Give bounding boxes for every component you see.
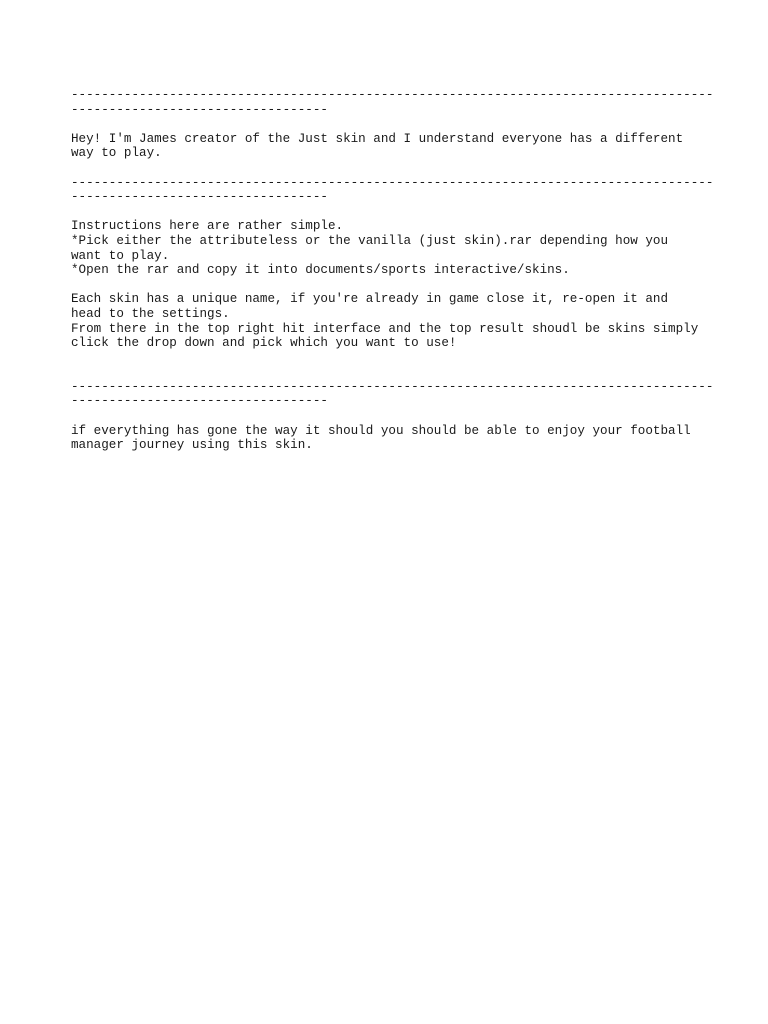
blank-line — [71, 161, 701, 176]
blank-line — [71, 409, 701, 424]
divider-line: ------------------------------------------------------------------------------------- — [71, 175, 714, 190]
divider-line: ------------------------------------------------------------------------------------- — [71, 379, 714, 394]
blank-line — [71, 365, 701, 380]
usage-text: head to the settings. — [71, 306, 230, 321]
divider-line: ---------------------------------- — [71, 394, 328, 409]
usage-text: Each skin has a unique name, if you're already in game close it, re-open it and — [71, 292, 669, 307]
instructions-heading: Instructions here are rather simple. — [71, 219, 344, 234]
instruction-step: *Open the rar and copy it into documents/sports interactive/skins. — [71, 263, 570, 278]
intro-text: way to play. — [71, 146, 162, 161]
instruction-step: want to play. — [71, 248, 170, 263]
instruction-step: *Pick either the attributeless or the vanilla (just skin).rar depending how you — [71, 233, 669, 248]
blank-line — [71, 278, 701, 293]
blank-line — [71, 351, 701, 366]
usage-text: From there in the top right hit interface and the top result shoudl be skins simply — [71, 321, 699, 336]
intro-text: Hey! I'm James creator of the Just skin and I understand everyone has a different — [71, 131, 684, 146]
blank-line — [71, 117, 701, 132]
closing-text: if everything has gone the way it should you should be able to enjoy your football — [71, 423, 691, 438]
blank-line — [71, 205, 701, 220]
divider-line: ---------------------------------- — [71, 102, 328, 117]
divider-line: ---------------------------------- — [71, 190, 328, 205]
closing-text: manager journey using this skin. — [71, 438, 313, 453]
divider-line: ------------------------------------------------------------------------------------- — [71, 88, 714, 102]
usage-text: click the drop down and pick which you want to use! — [71, 336, 457, 351]
document-page — [71, 88, 714, 453]
